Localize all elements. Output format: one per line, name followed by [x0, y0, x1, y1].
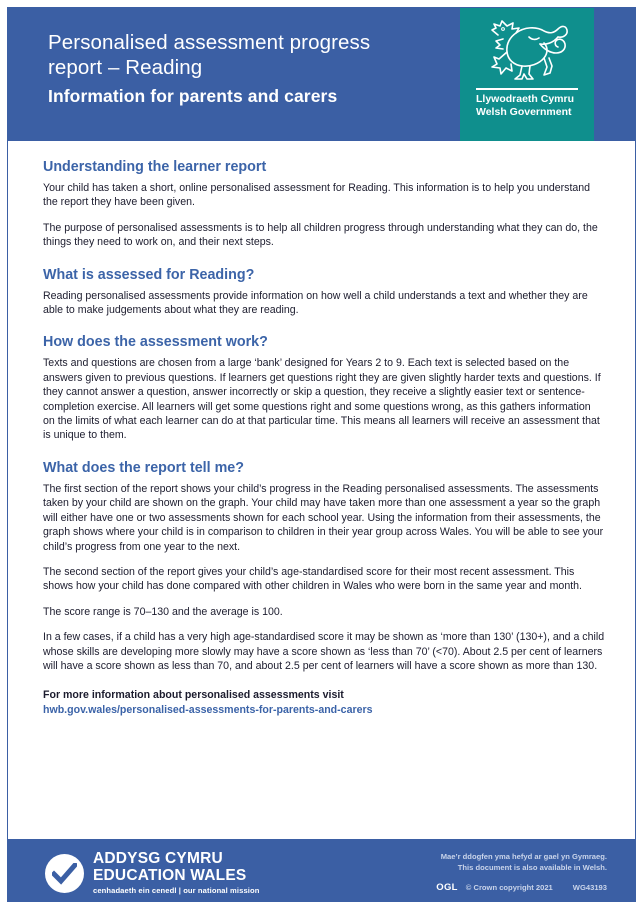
page-title-line1: Personalised assessment progress — [48, 31, 371, 54]
logo-line-education-wales: EDUCATION WALES — [93, 866, 247, 884]
document-body — [43, 158, 605, 718]
paragraph: The purpose of personalised assessments is to help all children progress through understanding what they can do, the things they need to work on, and their next steps. — [43, 221, 598, 249]
more-information-block — [43, 688, 605, 717]
paragraph: In a few cases, if a child has a very high age-standardised score it may be shown as ‘more than 130’ (130+), and a child whose skills are developing more slowly may have a score shown as ‘less than 70’ (<70). About 2.5 per cent of learners will have a score shown as less than 70, and about 2.5 per cent of learners will have a score shown as more than 130. — [43, 631, 605, 672]
crest-wordmark — [476, 93, 586, 118]
paragraph: The second section of the report gives your child’s age-standardised score for their most recent assessment. This shows how your child has done compared with other children in Wales who were born in the same year and month. — [43, 565, 582, 593]
ogl-licence-icon: OGL — [436, 882, 458, 893]
welsh-dragon-icon — [484, 17, 570, 85]
copyright-text: © Crown copyright 2021 — [465, 883, 553, 892]
section-heading-how-assessment-works: How does the assessment work? — [43, 334, 268, 351]
english-availability-note: This document is also available in Welsh. — [457, 862, 607, 872]
crest-welsh-name: Llywodraeth Cymru — [476, 93, 575, 105]
logo-line-addysg-cymru: ADDYSG CYMRU — [93, 850, 223, 867]
document-footer — [8, 839, 635, 901]
crest-divider — [476, 88, 578, 90]
header-title-block — [48, 30, 458, 108]
education-wales-logo — [45, 851, 259, 896]
paragraph: Reading personalised assessments provide information on how well a child understands a text and whether they are able to make judgements about what they are reading. — [43, 289, 588, 317]
paragraph: The first section of the report shows your child’s progress in the Reading personalised assessments. The assessments taken by your child are shown on the graph. Your child may have taken more than one assessment a year so the graph will either have one or two assessments shown for each school year. Using the information from their assessments, the graph shows where your child is in comparison to children in their year group across Wales. You will be able to see your child’s progress from one year to the next. — [43, 482, 604, 553]
personalised-assessments-link[interactable]: hwb.gov.wales/personalised-assessments-for-parents-and-carers — [43, 703, 373, 716]
section-heading-what-is-assessed: What is assessed for Reading? — [43, 266, 255, 283]
crest-english-name: Welsh Government — [476, 105, 572, 118]
logo-tagline: cenhadaeth ein cenedl | our national mission — [93, 886, 260, 895]
paragraph: Your child has taken a short, online personalised assessment for Reading. This information is to help you understand the report they have been given. — [43, 182, 591, 209]
page-title-line2: report – Reading — [48, 56, 203, 79]
welsh-availability-note: Mae’r ddogfen yma hefyd ar gael yn Gymraeg. — [440, 852, 607, 861]
section-heading-what-report-tells-me: What does the report tell me? — [43, 459, 244, 476]
page-subtitle: Information for parents and carers — [48, 86, 338, 106]
page-title — [48, 30, 458, 80]
paragraph: The score range is 70–130 and the average is 100. — [43, 605, 283, 618]
tick-circle-icon — [45, 854, 84, 893]
welsh-government-crest-panel — [460, 8, 594, 141]
document-code: WG43193 — [572, 883, 607, 892]
section-heading-understanding: Understanding the learner report — [43, 159, 267, 175]
copyright-row — [436, 882, 607, 893]
education-wales-wordmark — [93, 851, 259, 896]
more-information-label: For more information about personalised assessments visit — [43, 689, 344, 702]
document-header — [8, 8, 635, 141]
paragraph: Texts and questions are chosen from a large ‘bank’ designed for Years 2 to 9. Each text is selected based on the answers given to previous questions. If learners get questions right they are given slightly harder texts and questions. If they cannot answer a question, answer incorrectly or skip a question, they receive a slightly easier text or sentence-completion exercise. All learners will get some questions right and some questions wrong, as this gathers information on the limits of what each learner can do at that particular time. This means all learners will receive an assessment that is unique to them. — [43, 357, 601, 442]
footer-meta-block — [436, 852, 607, 893]
